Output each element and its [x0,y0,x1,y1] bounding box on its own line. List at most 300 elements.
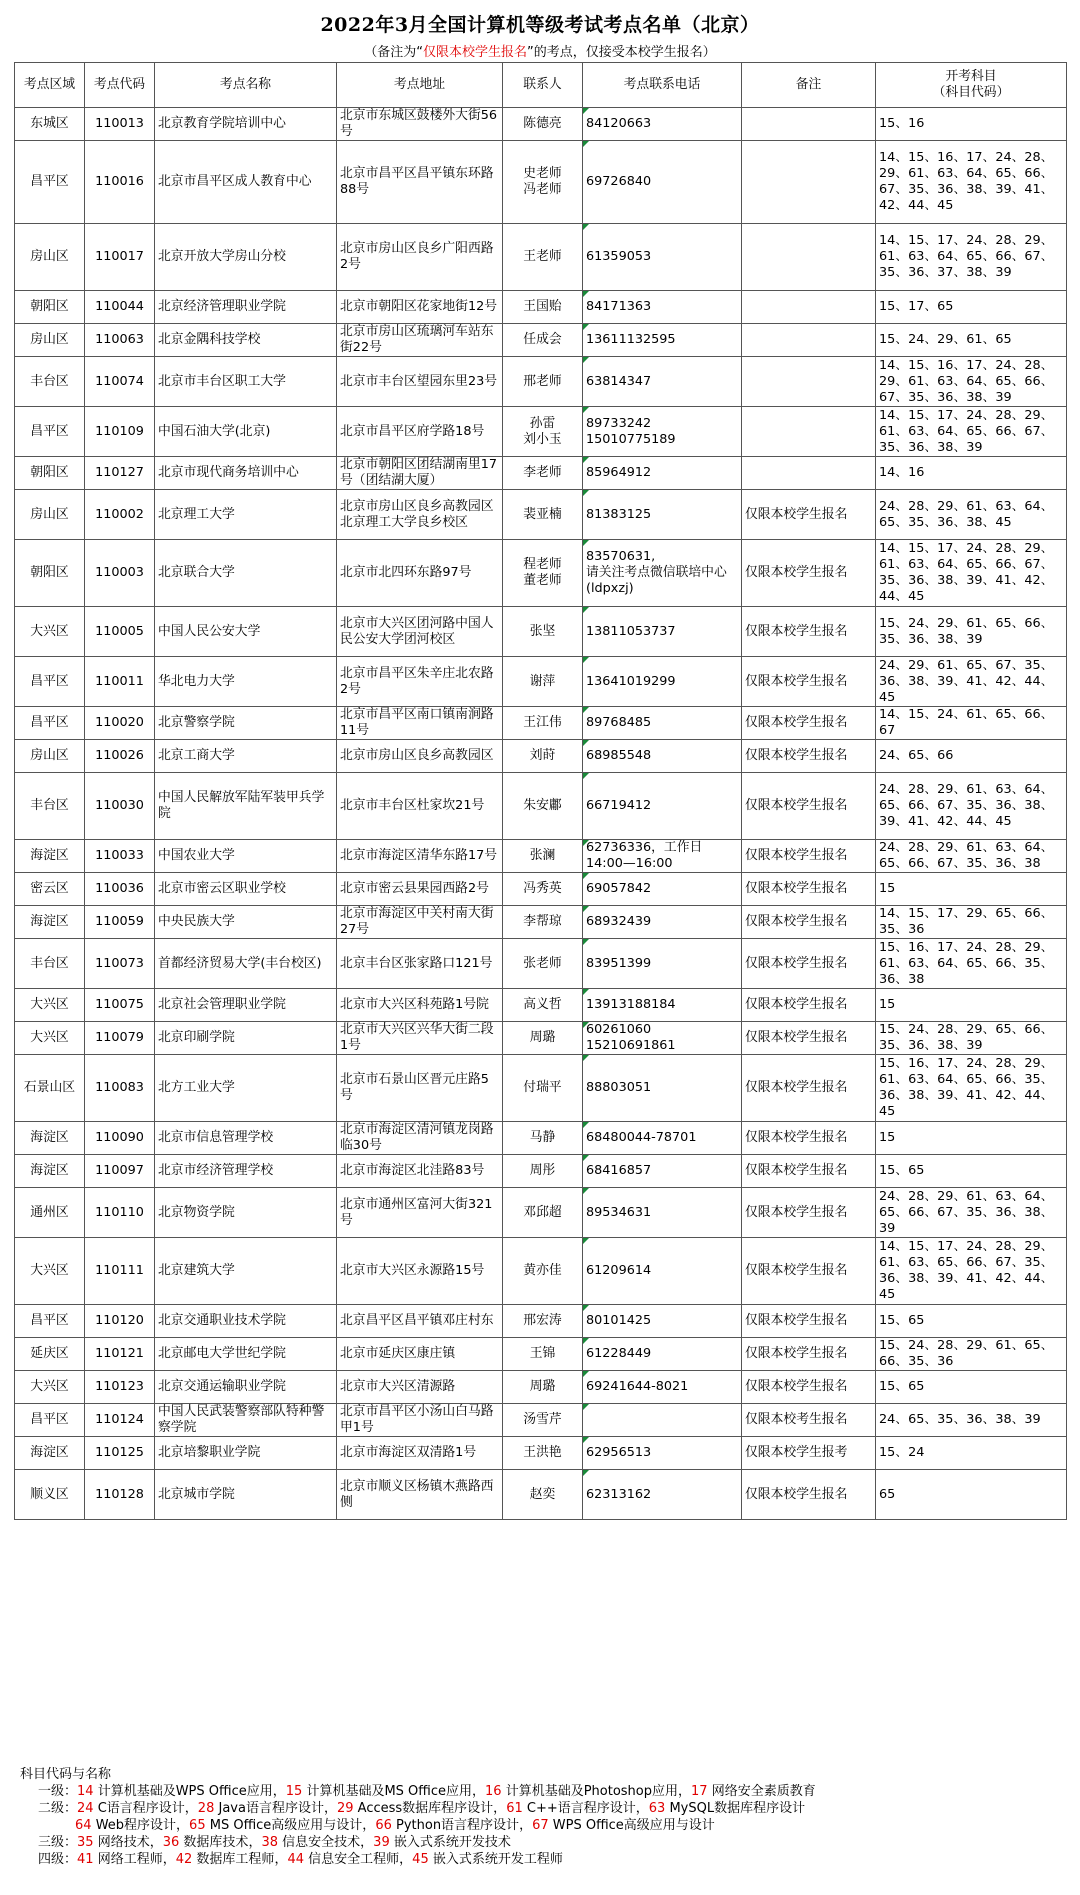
cell-code: 110083 [85,1055,155,1122]
legend-level-row: 一级：14 计算机基础及WPS Office应用，15 计算机基础及MS Office应用，16 计算机基础及Photoshop应用，17 网络安全素质教育 [20,1783,816,1800]
document-subtitle [0,41,1080,60]
legend-subject-code: 39 [373,1835,390,1850]
cell-name: 北京市现代商务培训中心 [155,457,337,490]
legend-subject-name: Python语言程序设计 [396,1818,520,1833]
cell-phone: 62736336，工作日 14:00—16:00 [583,840,742,873]
cell-subjects: 24、65、66 [876,740,1067,773]
cell-code: 110030 [85,773,155,840]
legend-subject-name: 嵌入式系统开发技术 [393,1835,511,1850]
subtitle-highlight: 仅限本校学生报名 [422,45,527,60]
table-row [15,1371,1067,1404]
header-subjects-line1: 开考科目 [945,69,997,84]
table-header-row [15,63,1067,108]
table-row [15,108,1067,141]
cell-address: 北京市房山区良乡广阳西路2号 [337,224,503,291]
cell-address: 北京丰台区张家路口121号 [337,939,503,989]
cell-address: 北京市海淀区清河镇龙岗路临30号 [337,1122,503,1155]
cell-subjects: 14、15、17、29、65、66、35、36 [876,906,1067,939]
cell-code: 110003 [85,540,155,607]
table-row [15,457,1067,490]
cell-address: 北京市顺义区杨镇木燕路西侧 [337,1470,503,1520]
cell-phone: 62313162 [583,1470,742,1520]
cell-code: 110044 [85,291,155,324]
legend-level-row: 二级：24 C语言程序设计，28 Java语言程序设计，29 Access数据库程序设计，61 C++语言程序设计，63 MySQL数据库程序设计 [20,1800,816,1817]
cell-subjects: 14、15、16、17、24、28、29、61、63、64、65、66、67、35、36、38、39、41、42、44、45 [876,141,1067,224]
cell-phone: 68985548 [583,740,742,773]
legend-subject-code: 36 [162,1835,180,1850]
cell-contact: 黄亦佳 [503,1238,583,1305]
cell-remark: 仅限本校考生报名 [742,1404,876,1437]
cell-phone [583,1404,742,1437]
subtitle-suffix: ”的考点，仅接受本校学生报名） [527,45,716,60]
table-row [15,357,1067,407]
cell-name: 北京市昌平区成人教育中心 [155,141,337,224]
table-row [15,1437,1067,1470]
cell-remark [742,224,876,291]
legend-subject-name: 网络工程师 [97,1852,163,1867]
table-row [15,906,1067,939]
legend-subject-code: 35 [77,1835,94,1850]
cell-address: 北京市昌平区府学路18号 [337,407,503,457]
cell-remark: 仅限本校学生报名 [742,540,876,607]
legend-subject-name: 计算机基础及Photoshop应用 [505,1784,679,1799]
cell-remark: 仅限本校学生报名 [742,873,876,906]
cell-contact: 朱安鄘 [503,773,583,840]
table-row [15,989,1067,1022]
cell-contact: 邢老师 [503,357,583,407]
table-row [15,540,1067,607]
cell-address: 北京市北四环东路97号 [337,540,503,607]
cell-subjects: 24、65、35、36、38、39 [876,1404,1067,1437]
cell-subjects: 14、15、17、24、28、29、61、63、65、66、67、35、36、38、39、41、42、44、45 [876,1238,1067,1305]
cell-remark: 仅限本校学生报名 [742,707,876,740]
cell-name: 首都经济贸易大学(丰台校区) [155,939,337,989]
table-row [15,1022,1067,1055]
legend-subject-name: 信息安全技术 [282,1835,361,1850]
cell-phone: 88803051 [583,1055,742,1122]
cell-name: 北京建筑大学 [155,1238,337,1305]
legend-subject-name: Web程序设计 [95,1818,177,1833]
cell-subjects: 14、16 [876,457,1067,490]
cell-name: 北京培黎职业学院 [155,1437,337,1470]
cell-subjects: 14、15、17、24、28、29、61、63、64、65、66、67、35、36、38、39 [876,407,1067,457]
cell-phone: 13811053737 [583,607,742,657]
cell-contact: 马静 [503,1122,583,1155]
cell-contact: 任成会 [503,324,583,357]
legend-subject-code: 24 [77,1801,94,1816]
header-contact: 联系人 [503,63,583,108]
cell-name: 北京开放大学房山分校 [155,224,337,291]
cell-contact: 裴亚楠 [503,490,583,540]
table-row [15,740,1067,773]
cell-phone: 69057842 [583,873,742,906]
table-row [15,657,1067,707]
cell-contact: 程老师 董老师 [503,540,583,607]
cell-district: 昌平区 [15,707,85,740]
table-row [15,141,1067,224]
cell-name: 北京印刷学院 [155,1022,337,1055]
cell-address: 北京市海淀区北洼路83号 [337,1155,503,1188]
cell-district: 大兴区 [15,1371,85,1404]
cell-district: 朝阳区 [15,457,85,490]
cell-contact: 王锦 [503,1338,583,1371]
table-row [15,1122,1067,1155]
table-row [15,407,1067,457]
cell-subjects: 15 [876,989,1067,1022]
legend-level-label: 二级： [38,1801,78,1816]
cell-phone: 69241644-8021 [583,1371,742,1404]
legend-subject-code: 41 [77,1852,94,1867]
cell-name: 北京联合大学 [155,540,337,607]
legend-subject-code: 15 [285,1784,303,1799]
header-district: 考点区域 [15,63,85,108]
cell-code: 110127 [85,457,155,490]
cell-subjects: 15、24、28、29、65、66、35、36、38、39 [876,1022,1067,1055]
legend-subject-name: WPS Office高级应用与设计 [552,1818,715,1833]
cell-subjects: 15、16、17、24、28、29、61、63、64、65、66、35、36、38 [876,939,1067,989]
cell-contact: 周璐 [503,1371,583,1404]
cell-phone: 66719412 [583,773,742,840]
cell-name: 北方工业大学 [155,1055,337,1122]
cell-code: 110097 [85,1155,155,1188]
cell-contact: 邢宏涛 [503,1305,583,1338]
cell-address: 北京市大兴区兴华大街二段1号 [337,1022,503,1055]
legend-level-label: 一级： [38,1784,78,1799]
cell-subjects: 14、15、16、17、24、28、29、61、63、64、65、66、67、35、36、38、39 [876,357,1067,407]
cell-remark [742,141,876,224]
cell-phone: 68416857 [583,1155,742,1188]
cell-contact: 李老师 [503,457,583,490]
cell-address: 北京市石景山区晋元庄路5号 [337,1055,503,1122]
cell-district: 丰台区 [15,357,85,407]
cell-phone: 83951399 [583,939,742,989]
cell-phone: 83570631, 请关注考点微信联培中心(ldpxzj) [583,540,742,607]
header-address: 考点地址 [337,63,503,108]
header-subjects-line2: （科目代码） [932,85,1010,100]
cell-district: 海淀区 [15,840,85,873]
legend-subject-name: Access数据库程序设计 [357,1801,494,1816]
cell-code: 110013 [85,108,155,141]
legend-subject-name: 数据库技术 [183,1835,249,1850]
cell-remark [742,457,876,490]
cell-district: 房山区 [15,490,85,540]
cell-name: 北京交通职业技术学院 [155,1305,337,1338]
cell-district: 顺义区 [15,1470,85,1520]
cell-phone: 63814347 [583,357,742,407]
cell-name: 北京市信息管理学校 [155,1122,337,1155]
cell-code: 110124 [85,1404,155,1437]
cell-district: 海淀区 [15,1122,85,1155]
cell-address: 北京市密云县果园西路2号 [337,873,503,906]
cell-subjects: 15、24 [876,1437,1067,1470]
cell-address: 北京市朝阳区花家地街12号 [337,291,503,324]
cell-code: 110011 [85,657,155,707]
cell-address: 北京市海淀区清华东路17号 [337,840,503,873]
legend-level-row: 四级：41 网络工程师，42 数据库工程师，44 信息安全工程师，45 嵌入式系统开发工程师 [20,1851,816,1868]
cell-subjects: 15、24、28、29、61、65、66、35、36 [876,1338,1067,1371]
legend-subject-name: 数据库工程师 [196,1852,275,1867]
legend-subject-name: 网络安全素质教育 [711,1784,816,1799]
cell-phone: 61359053 [583,224,742,291]
cell-code: 110026 [85,740,155,773]
cell-name: 北京市丰台区职工大学 [155,357,337,407]
cell-contact: 赵奕 [503,1470,583,1520]
legend-subject-code: 61 [506,1801,523,1816]
header-code: 考点代码 [85,63,155,108]
cell-code: 110120 [85,1305,155,1338]
cell-contact: 张澜 [503,840,583,873]
subtitle-prefix: （备注为“ [364,45,423,60]
cell-code: 110020 [85,707,155,740]
legend-level-row: 三级：35 网络技术，36 数据库技术，38 信息安全技术，39 嵌入式系统开发技术 [20,1834,816,1851]
cell-phone: 60261060 15210691861 [583,1022,742,1055]
cell-remark: 仅限本校学生报名 [742,906,876,939]
cell-code: 110125 [85,1437,155,1470]
cell-district: 大兴区 [15,607,85,657]
table-row [15,324,1067,357]
legend-subject-code: 29 [336,1801,354,1816]
legend-subject-code: 45 [412,1852,429,1867]
legend-subject-name: 嵌入式系统开发工程师 [432,1852,563,1867]
cell-address: 北京市房山区良乡高教园区北京理工大学良乡校区 [337,490,503,540]
cell-district: 海淀区 [15,906,85,939]
cell-district: 大兴区 [15,1238,85,1305]
cell-subjects: 15、16、17、24、28、29、61、63、64、65、66、35、36、38、39、41、42、44、45 [876,1055,1067,1122]
cell-code: 110090 [85,1122,155,1155]
cell-contact: 王老师 [503,224,583,291]
cell-name: 北京市经济管理学校 [155,1155,337,1188]
cell-address: 北京市延庆区康庄镇 [337,1338,503,1371]
cell-contact: 周彤 [503,1155,583,1188]
cell-remark: 仅限本校学生报名 [742,1022,876,1055]
cell-district: 昌平区 [15,657,85,707]
cell-contact: 付瑞平 [503,1055,583,1122]
cell-contact: 汤雪芹 [503,1404,583,1437]
cell-name: 北京经济管理职业学院 [155,291,337,324]
cell-address: 北京市海淀区中关村南大街27号 [337,906,503,939]
cell-subjects: 15、65 [876,1371,1067,1404]
cell-code: 110016 [85,141,155,224]
legend-subject-name: 计算机基础及WPS Office应用 [97,1784,273,1799]
table-row [15,939,1067,989]
cell-phone: 84171363 [583,291,742,324]
legend-level-label: 三级： [38,1835,78,1850]
cell-phone: 68480044-78701 [583,1122,742,1155]
legend-subject-code: 42 [175,1852,193,1867]
legend-subject-code: 16 [485,1784,502,1799]
cell-district: 朝阳区 [15,540,85,607]
legend-subject-name: 信息安全工程师 [308,1852,400,1867]
cell-code: 110005 [85,607,155,657]
cell-address: 北京市昌平区南口镇南涧路11号 [337,707,503,740]
header-remark: 备注 [742,63,876,108]
cell-contact: 史老师 冯老师 [503,141,583,224]
cell-remark: 仅限本校学生报名 [742,840,876,873]
legend-subject-code: 67 [532,1818,549,1833]
cell-contact: 王洪艳 [503,1437,583,1470]
cell-district: 大兴区 [15,989,85,1022]
cell-subjects: 15、24、29、61、65、66、35、36、38、39 [876,607,1067,657]
cell-district: 房山区 [15,740,85,773]
cell-contact: 周璐 [503,1022,583,1055]
cell-subjects: 65 [876,1470,1067,1520]
cell-name: 北京邮电大学世纪学院 [155,1338,337,1371]
cell-phone: 61209614 [583,1238,742,1305]
cell-phone: 61228449 [583,1338,742,1371]
cell-name: 北京社会管理职业学院 [155,989,337,1022]
cell-code: 110073 [85,939,155,989]
cell-district: 东城区 [15,108,85,141]
cell-name: 北京教育学院培训中心 [155,108,337,141]
cell-code: 110079 [85,1022,155,1055]
cell-district: 房山区 [15,224,85,291]
cell-code: 110074 [85,357,155,407]
legend-subject-name: MS Office高级应用与设计 [209,1818,363,1833]
cell-code: 110036 [85,873,155,906]
cell-remark: 仅限本校学生报名 [742,657,876,707]
cell-district: 石景山区 [15,1055,85,1122]
cell-district: 房山区 [15,324,85,357]
cell-phone: 13611132595 [583,324,742,357]
cell-remark: 仅限本校学生报名 [742,1188,876,1238]
table-row [15,840,1067,873]
cell-subjects: 24、28、29、61、63、64、65、66、67、35、36、38 [876,840,1067,873]
cell-subjects: 15、17、65 [876,291,1067,324]
cell-name: 北京工商大学 [155,740,337,773]
cell-district: 海淀区 [15,1437,85,1470]
cell-code: 110075 [85,989,155,1022]
table-row [15,291,1067,324]
table-row [15,1188,1067,1238]
header-name: 考点名称 [155,63,337,108]
table-row [15,1055,1067,1122]
table-row [15,873,1067,906]
cell-address: 北京昌平区昌平镇邓庄村东 [337,1305,503,1338]
legend-subject-code: 44 [287,1852,304,1867]
table-row [15,1155,1067,1188]
cell-contact: 张坚 [503,607,583,657]
cell-subjects: 15、16 [876,108,1067,141]
cell-subjects: 24、28、29、61、63、64、65、66、67、35、36、38、39 [876,1188,1067,1238]
cell-district: 丰台区 [15,939,85,989]
legend-subject-name: 计算机基础及MS Office应用 [306,1784,472,1799]
cell-remark: 仅限本校学生报名 [742,1055,876,1122]
table-row [15,1305,1067,1338]
cell-phone: 13913188184 [583,989,742,1022]
cell-subjects: 24、28、29、61、63、64、65、66、67、35、36、38、39、41、42、44、45 [876,773,1067,840]
cell-subjects: 15、65 [876,1155,1067,1188]
cell-contact: 刘莳 [503,740,583,773]
cell-remark [742,407,876,457]
cell-name: 北京金隅科技学校 [155,324,337,357]
cell-code: 110111 [85,1238,155,1305]
cell-district: 朝阳区 [15,291,85,324]
cell-phone: 89733242 15010775189 [583,407,742,457]
cell-code: 110121 [85,1338,155,1371]
cell-phone: 68932439 [583,906,742,939]
exam-site-table [14,62,1067,1520]
cell-address: 北京市通州区富河大街321号 [337,1188,503,1238]
cell-subjects: 14、15、24、61、65、66、67 [876,707,1067,740]
legend-subject-code: 66 [375,1818,392,1833]
cell-name: 北京市密云区职业学校 [155,873,337,906]
cell-code: 110128 [85,1470,155,1520]
legend-subject-code: 63 [648,1801,666,1816]
cell-subjects: 14、15、17、24、28、29、61、63、64、65、66、67、35、36、37、38、39 [876,224,1067,291]
header-subjects [876,63,1067,108]
legend-subject-code: 14 [77,1784,94,1799]
legend-subject-name: Java语言程序设计 [218,1801,324,1816]
cell-phone: 69726840 [583,141,742,224]
cell-remark: 仅限本校学生报名 [742,939,876,989]
cell-phone: 84120663 [583,108,742,141]
cell-district: 昌平区 [15,1404,85,1437]
cell-remark: 仅限本校学生报名 [742,1305,876,1338]
cell-remark: 仅限本校学生报名 [742,1371,876,1404]
cell-remark: 仅限本校学生报名 [742,1155,876,1188]
cell-contact: 张老师 [503,939,583,989]
cell-subjects: 15、24、29、61、65 [876,324,1067,357]
cell-remark: 仅限本校学生报名 [742,773,876,840]
cell-name: 中国石油大学(北京) [155,407,337,457]
cell-address: 北京市丰台区望园东里23号 [337,357,503,407]
cell-district: 大兴区 [15,1022,85,1055]
cell-address: 北京市昌平区朱辛庄北农路2号 [337,657,503,707]
legend-title: 科目代码与名称 [20,1767,112,1782]
cell-address: 北京市大兴区科苑路1号院 [337,989,503,1022]
cell-district: 延庆区 [15,1338,85,1371]
cell-phone: 62956513 [583,1437,742,1470]
cell-code: 110033 [85,840,155,873]
cell-remark: 仅限本校学生报名 [742,989,876,1022]
table-row [15,773,1067,840]
cell-contact: 王国贻 [503,291,583,324]
legend-subject-code: 64 [75,1818,92,1833]
cell-address: 北京市房山区琉璃河车站东街22号 [337,324,503,357]
cell-code: 110063 [85,324,155,357]
cell-address: 北京市东城区鼓楼外大街56号 [337,108,503,141]
table-row [15,1404,1067,1437]
legend-level-row: 64 Web程序设计，65 MS Office高级应用与设计，66 Python语言程序设计，67 WPS Office高级应用与设计 [75,1818,715,1833]
cell-remark: 仅限本校学生报名 [742,490,876,540]
cell-contact: 孙雷 刘小玉 [503,407,583,457]
cell-district: 丰台区 [15,773,85,840]
cell-phone: 89768485 [583,707,742,740]
legend-subject-code: 38 [261,1835,278,1850]
cell-name: 北京物资学院 [155,1188,337,1238]
table-row [15,707,1067,740]
cell-name: 中国人民武装警察部队特种警察学院 [155,1404,337,1437]
legend-subject-name: C语言程序设计 [97,1801,185,1816]
cell-remark [742,108,876,141]
cell-subjects: 24、28、29、61、63、64、65、35、36、38、45 [876,490,1067,540]
cell-district: 密云区 [15,873,85,906]
cell-code: 110017 [85,224,155,291]
cell-name: 中国人民解放军陆军装甲兵学院 [155,773,337,840]
cell-name: 北京城市学院 [155,1470,337,1520]
legend-subject-name: 网络技术 [97,1835,150,1850]
cell-address: 北京市昌平区昌平镇东环路88号 [337,141,503,224]
cell-remark: 仅限本校学生报名 [742,740,876,773]
cell-subjects: 15 [876,1122,1067,1155]
cell-name: 华北电力大学 [155,657,337,707]
cell-district: 昌平区 [15,1305,85,1338]
cell-remark: 仅限本校学生报名 [742,1122,876,1155]
cell-contact: 邓邱超 [503,1188,583,1238]
table-row [15,224,1067,291]
cell-name: 北京警察学院 [155,707,337,740]
table-body [15,108,1067,1520]
